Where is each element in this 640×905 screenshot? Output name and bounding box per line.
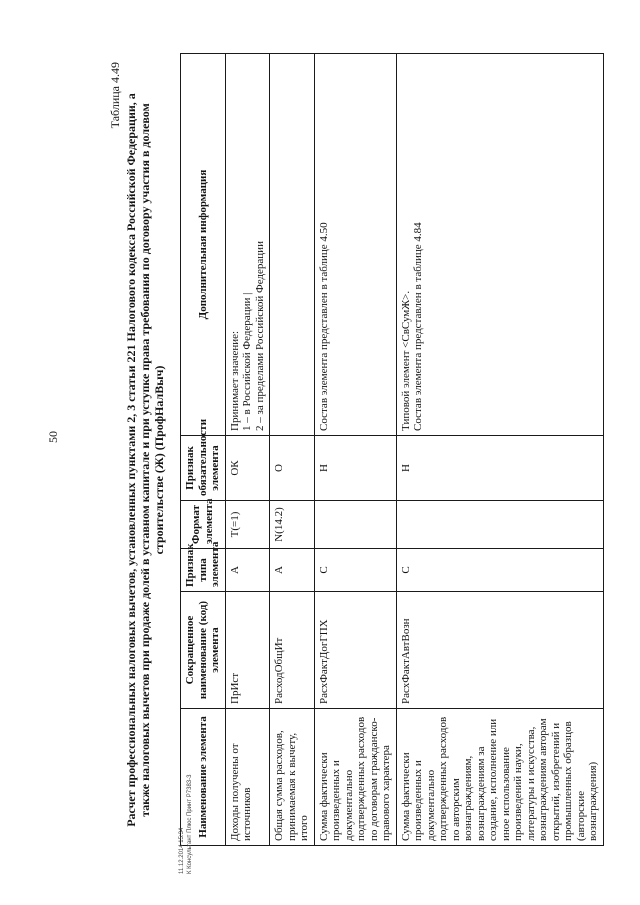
cell-type: С [396, 549, 603, 592]
cell-info: Состав элемента представлен в таблице 4.50 [314, 54, 396, 436]
cell-required: О [270, 436, 315, 501]
cell-code: РасходОбщИт [270, 592, 315, 709]
cell-type: А [225, 549, 270, 592]
header-element-type: Признак типа элемента [181, 549, 226, 592]
cell-type: С [314, 549, 396, 592]
table-row [270, 54, 315, 846]
cell-name: Сумма фактически произведенных и документально подтвержденных расходов по авторским вознаграждениям, вознаграждениям за создание, исполнение или иное использование произведений науки, литературы и искусства, вознаграждениям авторам открытий, изобретений и промышленных образцов (авторские вознаграждения) [396, 709, 603, 846]
page-number: 50 [46, 431, 60, 443]
cell-format [314, 501, 396, 549]
rotated-page-content [108, 50, 599, 850]
header-element-required: Признак обязательности элемента [181, 436, 226, 501]
cell-info: Типовой элемент <СвСумЖ>. Состав элемента представлен в таблице 4.84 [396, 54, 603, 436]
cell-code: РасхФактАвтВозн [396, 592, 603, 709]
cell-required: Н [396, 436, 603, 501]
table-row [396, 54, 603, 846]
table-row [314, 54, 396, 846]
elements-table [180, 53, 604, 846]
cell-type: А [270, 549, 315, 592]
table-header-row [181, 54, 226, 846]
cell-code: ПрИст [225, 592, 270, 709]
cell-required: ОК [225, 436, 270, 501]
cell-name: Сумма фактически произведенных и документально подтвержденных расходов по договорам гражданско-правового характера [314, 709, 396, 846]
document-title: Расчет профессиональных налоговых вычетов, установленных пунктами 2, 3 статьи 221 Налогового кодекса Российской Федерации, а также налоговых вычетов при продаже долей в уставном капитале и при уступке права требования по договору участия в долевом строительстве (Ж) (ПрофНалВыч) [124, 93, 166, 827]
header-element-format: Формат элемента [181, 501, 226, 549]
header-additional-info: Дополнительная информация [181, 54, 226, 436]
cell-name: Доходы получены от источников [225, 709, 270, 846]
stamp-date: 11.12.2014 15:34 [179, 827, 185, 874]
table-row [225, 54, 270, 846]
cell-format: N(14.2) [270, 501, 315, 549]
cell-info: Принимает значение: 1 – в Российской Федерации | 2 – за пределами Российской Федерации [225, 54, 270, 436]
cell-format: T(=1) [225, 501, 270, 549]
cell-required: Н [314, 436, 396, 501]
cell-format [396, 501, 603, 549]
header-element-code: Сокращенное наименование (код) элемента [181, 592, 226, 709]
table-caption: Таблица 4.49 [108, 62, 122, 129]
cell-code: РасхФактДогГПХ [314, 592, 396, 709]
stamp-source: К Консультант Плюс Принт Р7383-3 [187, 774, 193, 874]
header-element-name: Наименование элемента [181, 709, 226, 846]
cell-info [270, 54, 315, 436]
print-stamp [178, 775, 194, 874]
cell-name: Общая сумма расходов, принимаемая к вычету, итого [270, 709, 315, 846]
